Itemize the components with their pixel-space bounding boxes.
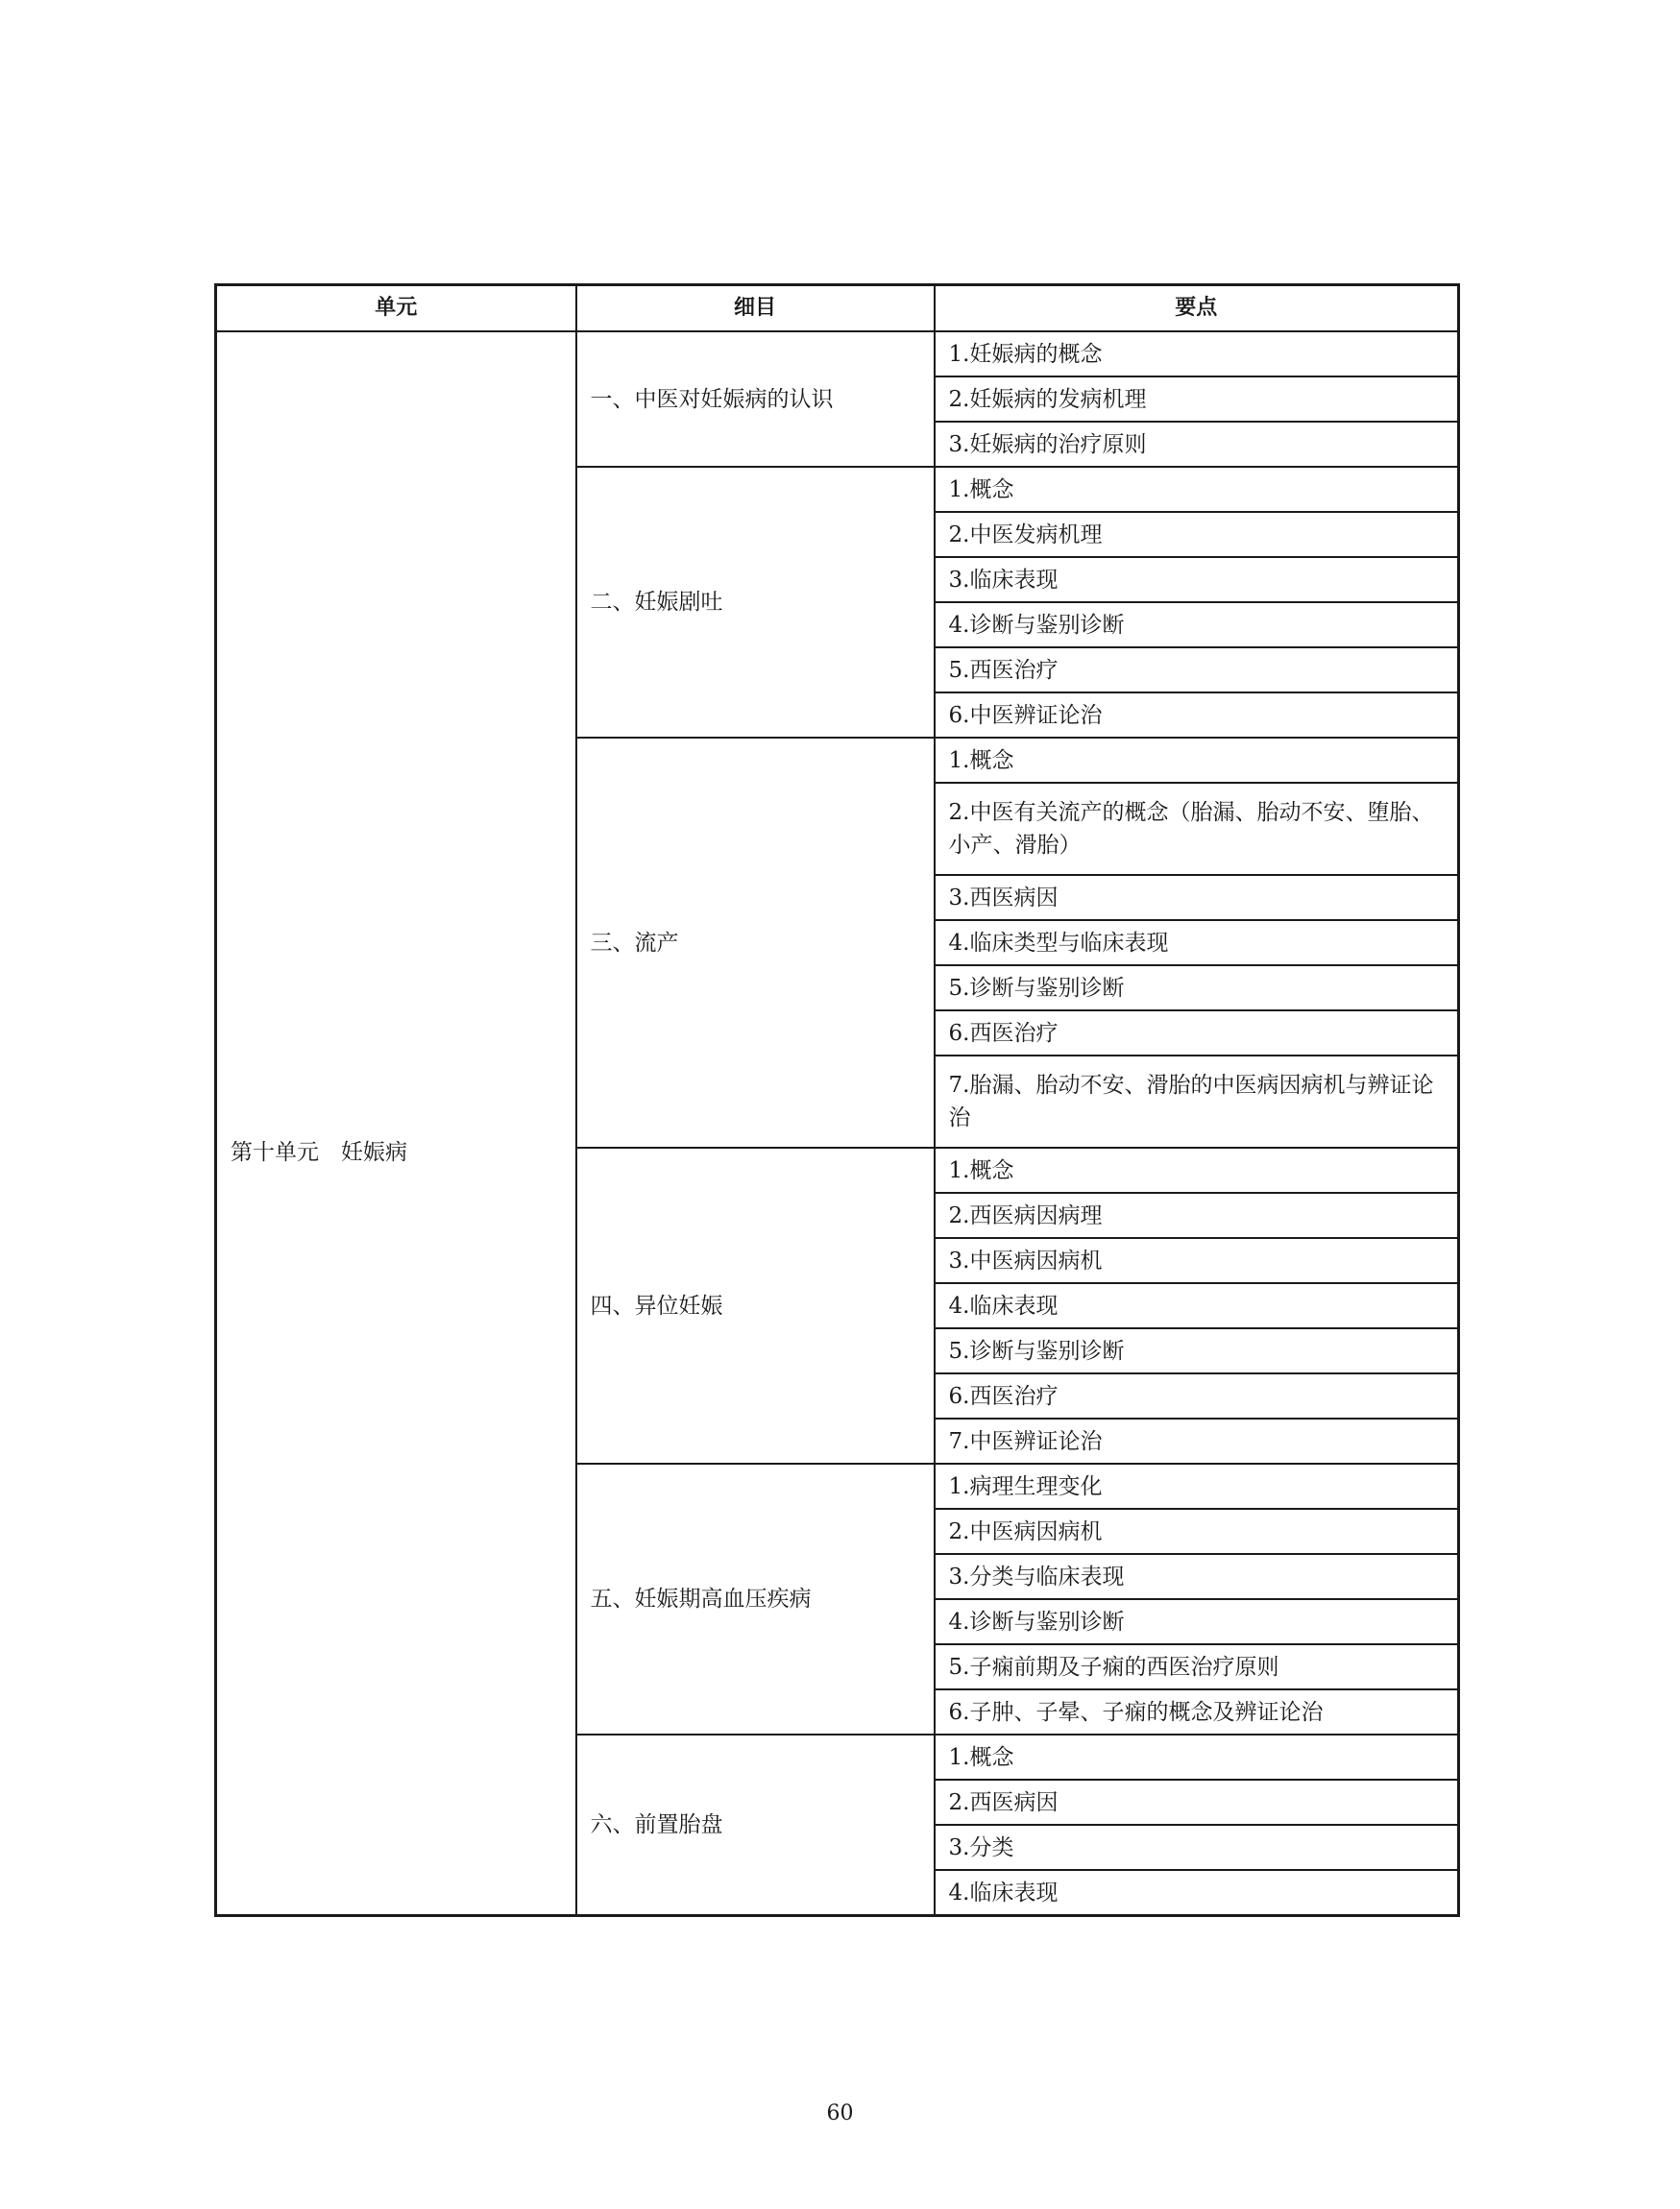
point-cell: 4.诊断与鉴别诊断 (935, 1599, 1459, 1644)
point-cell: 2.中医病因病机 (935, 1509, 1459, 1554)
point-cell: 3.分类与临床表现 (935, 1554, 1459, 1599)
point-cell: 1.概念 (935, 467, 1459, 512)
point-cell: 2.中医有关流产的概念（胎漏、胎动不安、堕胎、小产、滑胎） (935, 783, 1459, 875)
header-points: 要点 (935, 285, 1459, 332)
point-cell: 5.子痫前期及子痫的西医治疗原则 (935, 1644, 1459, 1689)
header-item: 细目 (576, 285, 935, 332)
point-cell: 7.中医辨证论治 (935, 1419, 1459, 1464)
item-cell: 五、妊娠期高血压疾病 (576, 1464, 935, 1735)
point-cell: 3.分类 (935, 1825, 1459, 1870)
point-cell: 3.妊娠病的治疗原则 (935, 422, 1459, 467)
point-cell: 6.中医辨证论治 (935, 692, 1459, 738)
point-cell: 4.临床类型与临床表现 (935, 920, 1459, 965)
point-cell: 3.中医病因病机 (935, 1238, 1459, 1283)
point-cell: 1.概念 (935, 1148, 1459, 1193)
item-cell: 二、妊娠剧吐 (576, 467, 935, 738)
page-number: 60 (826, 2101, 854, 2125)
point-cell: 1.病理生理变化 (935, 1464, 1459, 1509)
point-cell: 4.临床表现 (935, 1870, 1459, 1916)
point-cell: 7.胎漏、胎动不安、滑胎的中医病因病机与辨证论治 (935, 1056, 1459, 1148)
header-unit: 单元 (216, 285, 576, 332)
point-cell: 5.诊断与鉴别诊断 (935, 1328, 1459, 1373)
point-cell: 3.西医病因 (935, 875, 1459, 920)
point-cell: 4.诊断与鉴别诊断 (935, 602, 1459, 647)
syllabus-table (214, 283, 1460, 1917)
point-cell: 1.妊娠病的概念 (935, 331, 1459, 376)
point-cell: 6.西医治疗 (935, 1373, 1459, 1419)
item-cell: 六、前置胎盘 (576, 1735, 935, 1916)
point-cell: 1.概念 (935, 1735, 1459, 1780)
item-cell: 一、中医对妊娠病的认识 (576, 331, 935, 467)
point-cell: 6.西医治疗 (935, 1010, 1459, 1056)
point-cell: 5.诊断与鉴别诊断 (935, 965, 1459, 1010)
point-cell: 1.概念 (935, 738, 1459, 783)
point-cell: 4.临床表现 (935, 1283, 1459, 1328)
point-cell: 2.西医病因 (935, 1780, 1459, 1825)
point-cell: 3.临床表现 (935, 557, 1459, 602)
point-cell: 2.中医发病机理 (935, 512, 1459, 557)
point-cell: 2.妊娠病的发病机理 (935, 376, 1459, 422)
table-row (216, 331, 1459, 376)
header-row (216, 285, 1459, 332)
point-cell: 2.西医病因病理 (935, 1193, 1459, 1238)
point-cell: 6.子肿、子晕、子痫的概念及辨证论治 (935, 1689, 1459, 1735)
point-cell: 5.西医治疗 (935, 647, 1459, 692)
item-cell: 四、异位妊娠 (576, 1148, 935, 1464)
item-cell: 三、流产 (576, 738, 935, 1148)
unit-cell: 第十单元 妊娠病 (216, 331, 576, 1916)
